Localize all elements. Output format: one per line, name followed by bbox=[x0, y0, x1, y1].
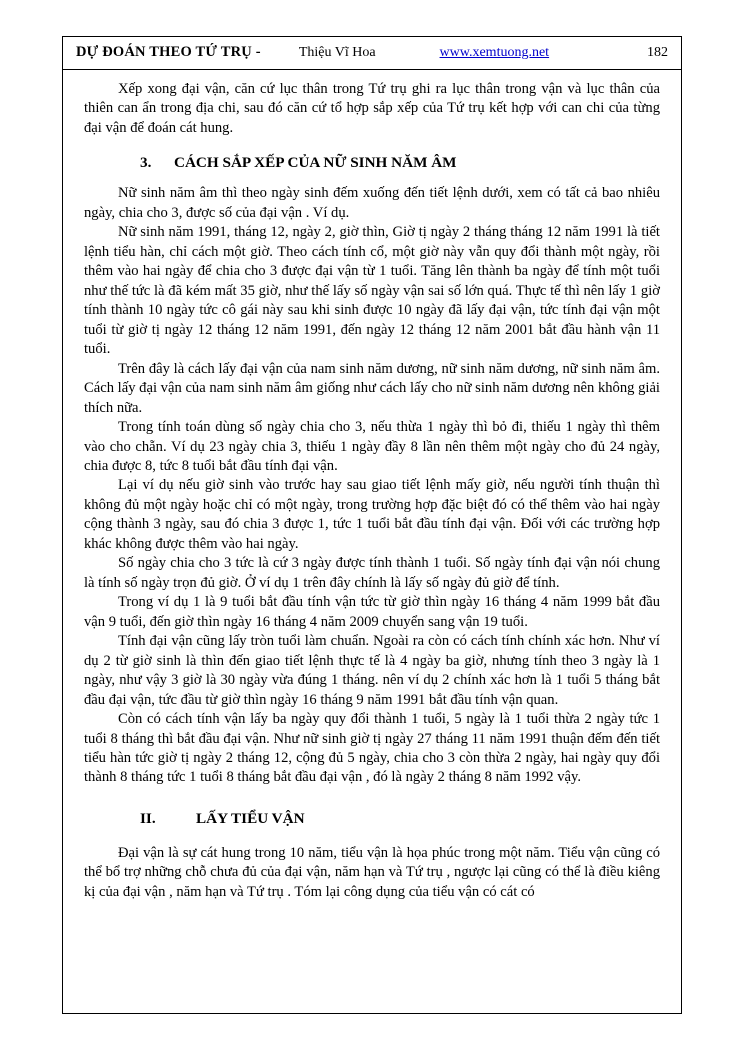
section-number: 3. bbox=[140, 154, 152, 172]
page-header bbox=[62, 36, 682, 70]
paragraph: Còn có cách tính vận lấy ba ngày quy đổi thành 1 tuổi, 5 ngày là 1 tuổi thừa 2 ngày tức 1 tuổi 8 tháng thì bắt đầu đại vận. Như nữ sinh giờ tị ngày 27 tháng 11 năm 1991 thuận đếm đến tiết tiểu hàn tức giờ tị ngày 2 tháng 12, cộng đủ 5 ngày, chia cho 3 còn thừa 2 ngày, hai ngày quy đổi thành 8 tháng tức 1 tuổi 8 tháng bắt đầu đại vận , đó là ngày 2 tháng 8 năm 1992 vậy. bbox=[84, 711, 660, 786]
section-number: II. bbox=[140, 809, 156, 827]
paragraph: Số ngày chia cho 3 tức là cứ 3 ngày được tính thành 1 tuổi. Số ngày tính đại vận nói chung là tính số ngày trọn đủ giờ. Ở ví dụ 1 trên đây chính là lấy số ngày đủ giờ để tính. bbox=[84, 555, 660, 591]
paragraph: Trong tính toán dùng số ngày chia cho 3, nếu thừa 1 ngày thì bỏ đi, thiếu 1 ngày thì thêm vào cho chẵn. Ví dụ 23 ngày chia 3, thiếu 1 ngày đầy 8 lần nên thêm một ngày cho đủ 24 ngày, chia được 8, tức 8 tuổi bắt đầu tính đại vận. bbox=[84, 419, 660, 474]
paragraph: Nữ sinh năm âm thì theo ngày sinh đếm xuống đến tiết lệnh dưới, xem có tất cả bao nhiêu ngày, chia cho 3, được số của đại vận . Ví dụ. bbox=[84, 185, 660, 221]
paragraph: Đại vận là sự cát hung trong 10 năm, tiểu vận là họa phúc trong một năm. Tiểu vận cũng có thể bổ trợ những chỗ chưa đủ của đại vận, năm hạn và Tứ trụ , ngược lại cũng có thể là điều kiêng kị của đại vận , năm hạn và Tứ trụ . Tóm lại công dụng của tiểu vận có cát có bbox=[84, 844, 660, 900]
header-author: Thiệu Vĩ Hoa bbox=[298, 44, 376, 60]
header-website-link[interactable]: www.xemtuong.net bbox=[439, 44, 550, 60]
section-heading-ii bbox=[84, 810, 660, 828]
section-title: LẤY TIỂU VẬN bbox=[196, 809, 305, 827]
paragraph: Nữ sinh năm 1991, tháng 12, ngày 2, giờ thìn, Giờ tị ngày 2 tháng tháng 12 năm 1991 là tiết lệnh tiểu hàn, chỉ cách một giờ. Theo cách tính cổ, một giờ này vẫn quy đổi thành một ngày, rồi thêm vào hai ngày để chia cho 3 được đại vận từ 1 tuổi. Tăng lên thành ba ngày để tính một tuổi như thế tức là đã kém mất 35 giờ, như thế lấy số ngày vận sai số lớn quá. Thực tế thì nên lấy 1 giờ tính thành 10 ngày tức cô gái này sau khi sinh được 10 ngày đã lấy đại vận, tức tính đại vận một tuổi từ giờ tị ngày 12 tháng 12 năm 1991, đến ngày 12 tháng 12 năm 2001 bắt đầu hành vận 11 tuổi. bbox=[84, 224, 660, 358]
section-title: CÁCH SẮP XẾP CỦA NỮ SINH NĂM ÂM bbox=[174, 154, 457, 172]
paragraph: Tính đại vận cũng lấy tròn tuổi làm chuẩn. Ngoài ra còn có cách tính chính xác hơn. Như ví dụ 2 từ giờ sinh là thìn đến giao tiết lệnh thực tế là 4 ngày ba giờ, nhưng tính theo 3 ngày là 1 ngày, như vậy 3 giờ là 30 ngày vừa đúng 1 tháng. nên ví dụ 2 chính xác hơn là 1 tuổi 5 tháng bắt đầu đại vận, tức đầu từ giờ thìn ngày 16 tháng 9 năm 1991 bắt đầu tính vận quan. bbox=[84, 633, 660, 708]
section-heading-3 bbox=[84, 154, 660, 172]
paragraph: Trong ví dụ 1 là 9 tuổi bắt đầu tính vận tức từ giờ thìn ngày 16 tháng 4 năm 1999 bắt đầu vận 9 tuổi, đến giờ thìn ngày 16 tháng 4 năm 2009 chuyển sang vận 19 tuổi. bbox=[84, 594, 660, 630]
header-title: DỰ ĐOÁN THEO TỨ TRỤ - bbox=[76, 44, 261, 60]
paragraph: Trên đây là cách lấy đại vận của nam sinh năm dương, nữ sinh năm dương, nữ sinh năm âm. Cách lấy đại vận của nam sinh năm âm giống như cách lấy cho nữ sinh năm dương nên không giải thích nữa. bbox=[84, 360, 660, 416]
paragraph: Xếp xong đại vận, căn cứ lục thân trong Tứ trụ ghi ra lục thân trong vận và lục thân của thiên can ẩn trong địa chi, sau đó căn cứ tổ hợp sắp xếp của Tứ trụ kết hợp với can chi của từng đại vận để đoán cát hung. bbox=[84, 81, 660, 136]
page-number: 182 bbox=[647, 44, 668, 60]
paragraph: Lại ví dụ nếu giờ sinh vào trước hay sau giao tiết lệnh mấy giờ, nếu người tính thuận thì không đủ một ngày hoặc chỉ có một ngày, trong trường hợp đặc biệt đó có thể thêm vào hai ngày cộng thành 3 ngày, sau đó chia 3 được 1, tức 1 tuổi bắt đầu tính đại vận. Đối với các trường hợp khác không được thêm vào hai ngày. bbox=[84, 477, 660, 552]
page-content bbox=[62, 70, 682, 1014]
